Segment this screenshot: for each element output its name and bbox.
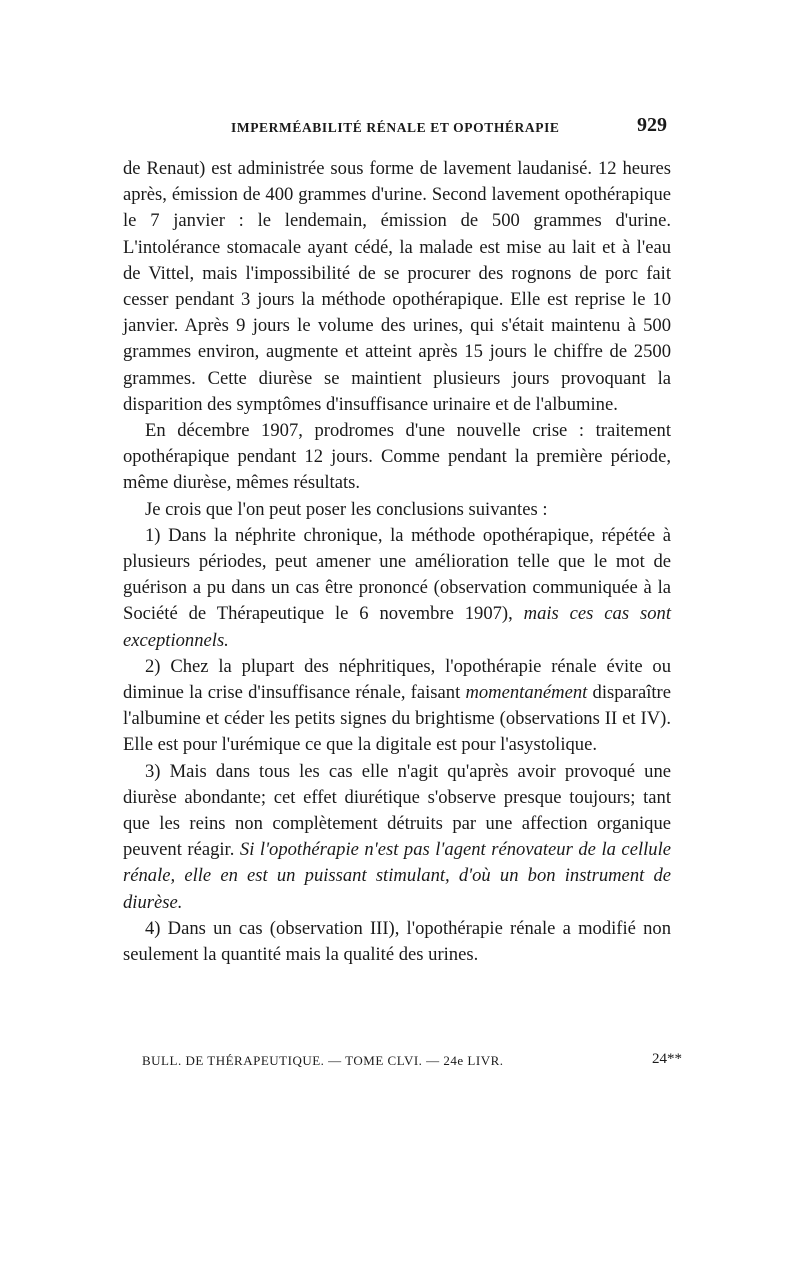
paragraph <box>123 759 671 916</box>
paragraph-text: 3) Mais dans tous les cas elle n'agit qu'après avoir provoqué une diurèse abondante; cet effet diurétique s'observe presque toujours; tant que les reins non complètement détruits par une affection organique peuvent réagir. <box>123 760 671 861</box>
paragraph-emphasis: mais ces cas sont exceptionnels. <box>123 603 671 651</box>
paragraph-emphasis: Si l'opothérapie n'est pas l'agent rénovateur de la cellule rénale, elle en est un puissant stimulant, d'où un bon instrument de diurèse. <box>123 839 671 913</box>
page-content <box>123 112 671 968</box>
paragraph-text: disparaître l'albumine et céder les petits signes du brightisme (observations II et IV). Elle est pour l'urémique ce que la digitale est pour l'asystolique. <box>123 682 671 756</box>
paragraph <box>123 523 671 654</box>
paragraph-text: 1) Dans la néphrite chronique, la méthode opothérapique, répétée à plusieurs périodes, peut amener une amélioration telle que le mot de guérison a pu dans un cas être prononcé (observation communiquée à la Société de Thérapeutique le 6 novembre 1907), <box>123 524 671 625</box>
signature-mark: 24** <box>652 1051 682 1067</box>
paragraph-text: Je crois que l'on peut poser les conclusions suivantes : <box>145 498 548 520</box>
journal-reference: BULL. DE THÉRAPEUTIQUE. — TOME CLVI. — 24e LIVR. <box>142 1053 504 1068</box>
paragraph <box>123 916 671 968</box>
paragraph <box>123 654 671 759</box>
paragraph-text: 2) Chez la plupart des néphritiques, l'opothérapie rénale évite ou diminue la crise d'insuffisance rénale, faisant <box>123 655 671 704</box>
paragraph <box>123 497 671 523</box>
paragraph-text: de Renaut) est administrée sous forme de lavement laudanisé. 12 heures après, émission de 400 grammes d'urine. Second lavement opothérapique le 7 janvier : le lendemain, émission de 500 grammes d'urine. L'intolérance stomacale ayant cédé, la malade est mise au lait et à l'eau de Vittel, mais l'impossibilité de se procurer des rognons de porc fait cesser pendant 3 jours la méthode opothérapique. Elle est reprise le 10 janvier. Après 9 jours le volume des urines, qui s'était maintenu à 500 grammes environ, augmente et atteint après 15 jours le chiffre de 2500 grammes. Cette diurèse se maintient plusieurs jours provoquant la disparition des symptômes d'insuffisance urinaire et de l'albumine. <box>123 158 671 415</box>
running-title: IMPERMÉABILITÉ RÉNALE ET OPOTHÉRAPIE <box>231 120 560 135</box>
body-text <box>123 156 671 968</box>
paragraph <box>123 156 671 418</box>
paragraph <box>123 418 671 497</box>
paragraph-emphasis: momentanément <box>465 682 588 704</box>
paragraph-text: En décembre 1907, prodromes d'une nouvelle crise : traitement opothérapique pendant 12 jours. Comme pendant la première période, même diurèse, mêmes résultats. <box>123 420 671 494</box>
running-footer <box>142 1053 682 1069</box>
page-number: 929 <box>637 114 667 136</box>
running-header <box>123 112 671 148</box>
paragraph-text: 4) Dans un cas (observation III), l'opothérapie rénale a modifié non seulement la quantité mais la qualité des urines. <box>123 917 671 966</box>
